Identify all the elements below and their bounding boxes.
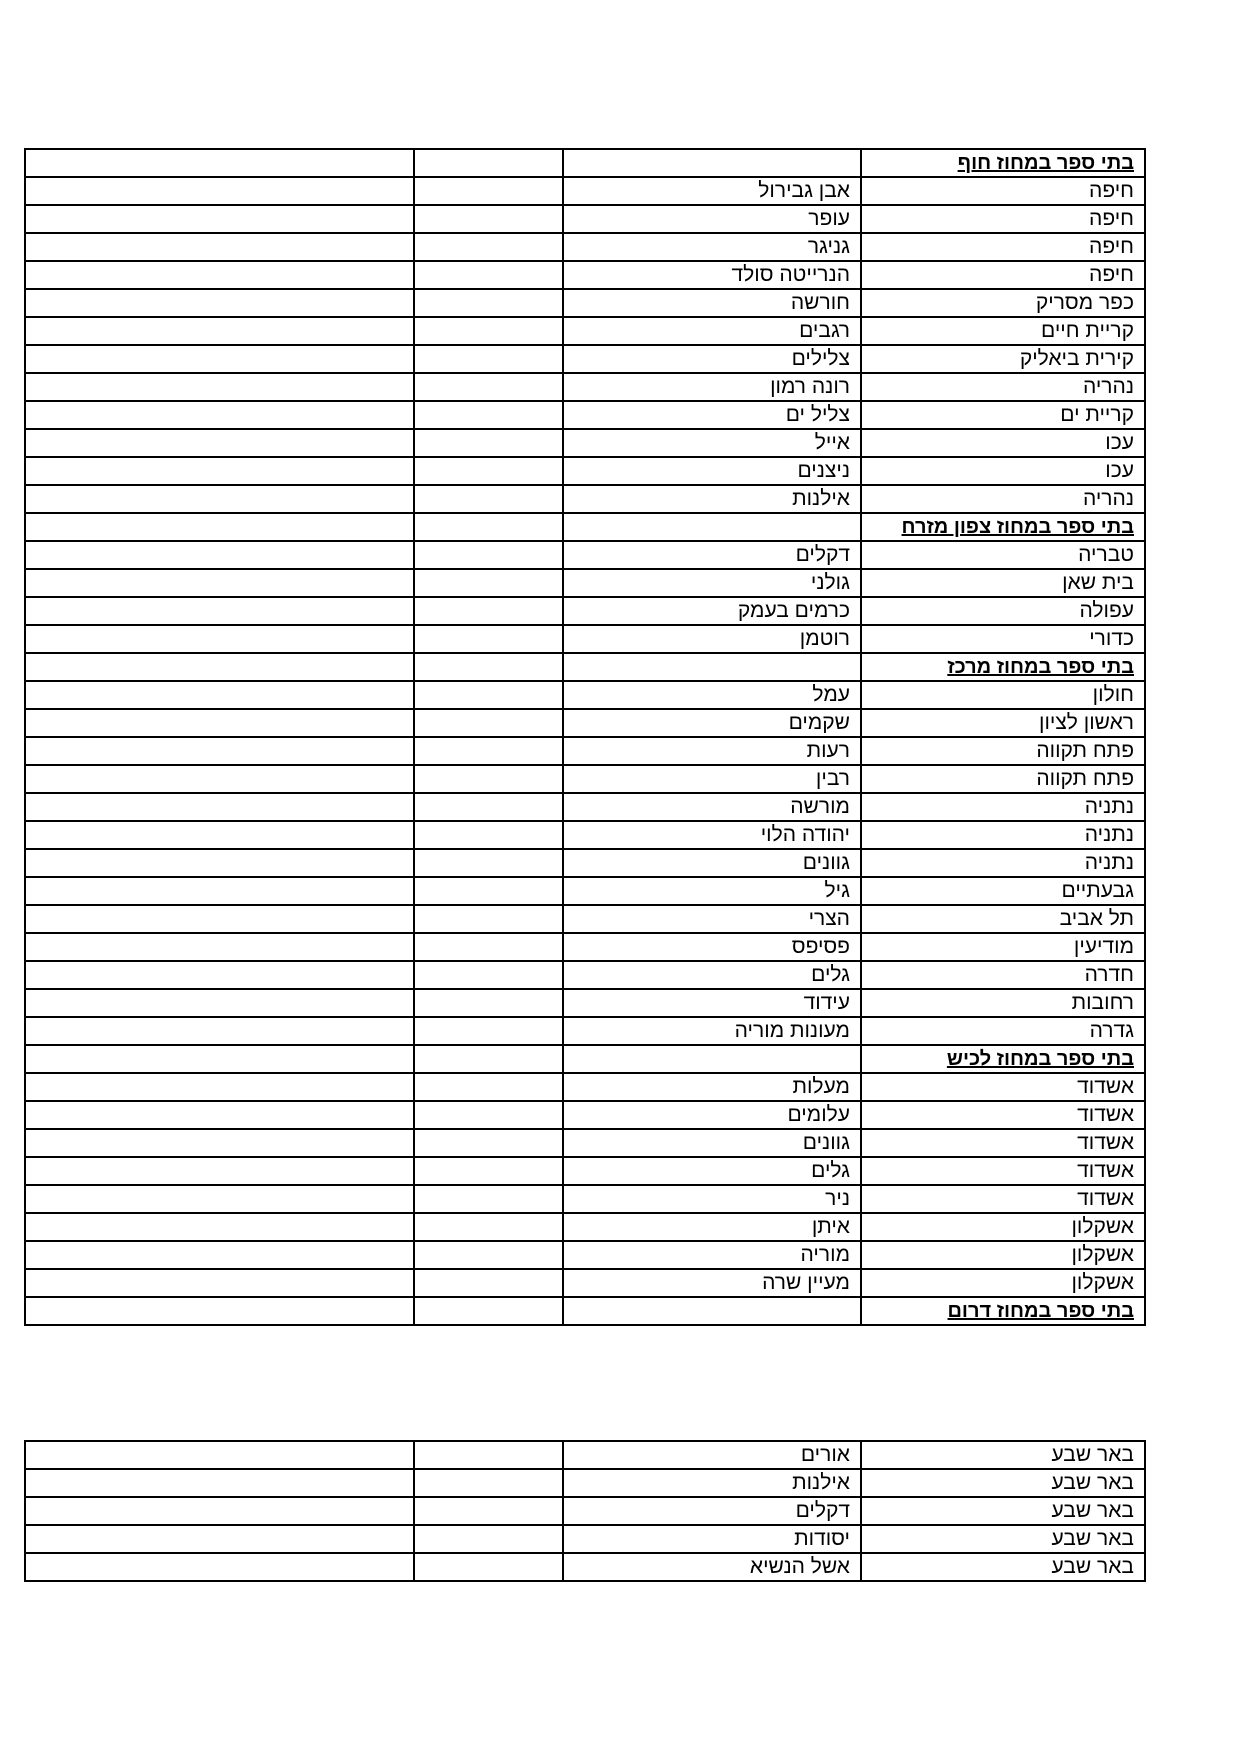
table-row bbox=[25, 1073, 1145, 1101]
city-cell: נתניה bbox=[861, 849, 1145, 877]
table-row bbox=[25, 233, 1145, 261]
empty-cell bbox=[25, 289, 414, 317]
empty-cell bbox=[414, 289, 563, 317]
school-name-cell: אילנות bbox=[563, 1469, 861, 1497]
school-name-cell: מוריה bbox=[563, 1241, 861, 1269]
empty-cell bbox=[25, 737, 414, 765]
city-cell: מודיעין bbox=[861, 933, 1145, 961]
empty-cell bbox=[414, 401, 563, 429]
school-name-cell: אשל הנשיא bbox=[563, 1553, 861, 1581]
city-cell: אשקלון bbox=[861, 1269, 1145, 1297]
empty-cell bbox=[414, 905, 563, 933]
school-name-cell: גוונים bbox=[563, 849, 861, 877]
empty-cell bbox=[414, 1269, 563, 1297]
school-name-cell: עידוד bbox=[563, 989, 861, 1017]
empty-cell bbox=[25, 821, 414, 849]
empty-cell bbox=[414, 233, 563, 261]
empty-cell bbox=[414, 1213, 563, 1241]
table-row bbox=[25, 345, 1145, 373]
empty-cell bbox=[25, 1213, 414, 1241]
empty-cell bbox=[25, 989, 414, 1017]
city-cell: אשקלון bbox=[861, 1241, 1145, 1269]
empty-cell bbox=[414, 149, 563, 177]
city-cell: טבריה bbox=[861, 541, 1145, 569]
empty-cell bbox=[414, 373, 563, 401]
empty-cell bbox=[25, 1497, 414, 1525]
school-name-cell: צליל ים bbox=[563, 401, 861, 429]
school-name-cell bbox=[563, 513, 861, 541]
city-cell: נהריה bbox=[861, 485, 1145, 513]
empty-cell bbox=[25, 849, 414, 877]
table-row bbox=[25, 1157, 1145, 1185]
school-name-cell: ניר bbox=[563, 1185, 861, 1213]
schools-table-continued bbox=[24, 1440, 1146, 1582]
empty-cell bbox=[25, 709, 414, 737]
region-title-cell: בתי ספר במחוז צפון מזרח bbox=[861, 513, 1145, 541]
table-row bbox=[25, 289, 1145, 317]
empty-cell bbox=[25, 541, 414, 569]
empty-cell bbox=[414, 429, 563, 457]
table-row bbox=[25, 597, 1145, 625]
city-cell: פתח תקווה bbox=[861, 737, 1145, 765]
empty-cell bbox=[414, 457, 563, 485]
empty-cell bbox=[414, 1553, 563, 1581]
school-name-cell: חורשה bbox=[563, 289, 861, 317]
table-row bbox=[25, 793, 1145, 821]
empty-cell bbox=[25, 1045, 414, 1073]
empty-cell bbox=[25, 681, 414, 709]
city-cell: קריית ים bbox=[861, 401, 1145, 429]
empty-cell bbox=[414, 1297, 563, 1325]
table-row bbox=[25, 1017, 1145, 1045]
empty-cell bbox=[25, 1185, 414, 1213]
table-row bbox=[25, 709, 1145, 737]
empty-cell bbox=[25, 205, 414, 233]
empty-cell bbox=[25, 149, 414, 177]
table-row bbox=[25, 1553, 1145, 1581]
school-name-cell: הצרי bbox=[563, 905, 861, 933]
empty-cell bbox=[414, 1017, 563, 1045]
empty-cell bbox=[25, 961, 414, 989]
empty-cell bbox=[414, 597, 563, 625]
city-cell: פתח תקווה bbox=[861, 765, 1145, 793]
empty-cell bbox=[25, 317, 414, 345]
school-name-cell: מעונות מוריה bbox=[563, 1017, 861, 1045]
empty-cell bbox=[25, 177, 414, 205]
empty-cell bbox=[414, 933, 563, 961]
table-row bbox=[25, 737, 1145, 765]
empty-cell bbox=[25, 569, 414, 597]
table-row bbox=[25, 989, 1145, 1017]
region-title-cell: בתי ספר במחוז מרכז bbox=[861, 653, 1145, 681]
table-row bbox=[25, 1497, 1145, 1525]
empty-cell bbox=[414, 737, 563, 765]
empty-cell bbox=[414, 177, 563, 205]
table-row bbox=[25, 541, 1145, 569]
region-title-cell: בתי ספר במחוז לכיש bbox=[861, 1045, 1145, 1073]
school-name-cell: שקמים bbox=[563, 709, 861, 737]
schools-table bbox=[24, 148, 1146, 1326]
city-cell: באר שבע bbox=[861, 1525, 1145, 1553]
table-row bbox=[25, 1241, 1145, 1269]
city-cell: ראשון לציון bbox=[861, 709, 1145, 737]
school-name-cell: רעות bbox=[563, 737, 861, 765]
empty-cell bbox=[25, 597, 414, 625]
empty-cell bbox=[414, 345, 563, 373]
school-name-cell: עלומים bbox=[563, 1101, 861, 1129]
empty-cell bbox=[25, 625, 414, 653]
empty-cell bbox=[414, 1241, 563, 1269]
school-name-cell: מעיין שרה bbox=[563, 1269, 861, 1297]
city-cell: רחובות bbox=[861, 989, 1145, 1017]
empty-cell bbox=[414, 1129, 563, 1157]
table-row bbox=[25, 429, 1145, 457]
empty-cell bbox=[25, 877, 414, 905]
empty-cell bbox=[25, 1157, 414, 1185]
city-cell: נהריה bbox=[861, 373, 1145, 401]
table-row bbox=[25, 373, 1145, 401]
city-cell: כדורי bbox=[861, 625, 1145, 653]
table-row bbox=[25, 457, 1145, 485]
empty-cell bbox=[414, 513, 563, 541]
table-row bbox=[25, 1129, 1145, 1157]
school-name-cell: פסיפס bbox=[563, 933, 861, 961]
school-name-cell: רונה רמון bbox=[563, 373, 861, 401]
empty-cell bbox=[414, 1185, 563, 1213]
empty-cell bbox=[414, 261, 563, 289]
empty-cell bbox=[25, 1073, 414, 1101]
table-row bbox=[25, 821, 1145, 849]
city-cell: באר שבע bbox=[861, 1469, 1145, 1497]
empty-cell bbox=[414, 205, 563, 233]
city-cell: קריית חיים bbox=[861, 317, 1145, 345]
school-name-cell: מעלות bbox=[563, 1073, 861, 1101]
city-cell: בית שאן bbox=[861, 569, 1145, 597]
table-row bbox=[25, 261, 1145, 289]
city-cell: עכו bbox=[861, 429, 1145, 457]
empty-cell bbox=[25, 513, 414, 541]
empty-cell bbox=[414, 653, 563, 681]
school-name-cell: יהודה הלוי bbox=[563, 821, 861, 849]
city-cell: באר שבע bbox=[861, 1553, 1145, 1581]
empty-cell bbox=[25, 485, 414, 513]
empty-cell bbox=[414, 485, 563, 513]
empty-cell bbox=[414, 681, 563, 709]
empty-cell bbox=[414, 1497, 563, 1525]
empty-cell bbox=[25, 905, 414, 933]
table-row bbox=[25, 765, 1145, 793]
table-row bbox=[25, 1269, 1145, 1297]
school-name-cell: רוטמן bbox=[563, 625, 861, 653]
school-name-cell: גוונים bbox=[563, 1129, 861, 1157]
school-name-cell: אייל bbox=[563, 429, 861, 457]
region-header-row bbox=[25, 1045, 1145, 1073]
empty-cell bbox=[414, 877, 563, 905]
city-cell: באר שבע bbox=[861, 1497, 1145, 1525]
empty-cell bbox=[25, 457, 414, 485]
empty-cell bbox=[414, 1101, 563, 1129]
city-cell: חיפה bbox=[861, 205, 1145, 233]
city-cell: אשדוד bbox=[861, 1157, 1145, 1185]
table-row bbox=[25, 177, 1145, 205]
empty-cell bbox=[414, 1157, 563, 1185]
empty-cell bbox=[25, 1241, 414, 1269]
empty-cell bbox=[414, 317, 563, 345]
table-row bbox=[25, 961, 1145, 989]
schools-table-body bbox=[25, 149, 1145, 1325]
school-name-cell: אבן גבירול bbox=[563, 177, 861, 205]
empty-cell bbox=[25, 1525, 414, 1553]
school-name-cell: גלים bbox=[563, 1157, 861, 1185]
empty-cell bbox=[25, 1297, 414, 1325]
empty-cell bbox=[414, 849, 563, 877]
school-name-cell: הנרייטה סולד bbox=[563, 261, 861, 289]
table-row bbox=[25, 205, 1145, 233]
empty-cell bbox=[25, 653, 414, 681]
empty-cell bbox=[25, 345, 414, 373]
region-header-row bbox=[25, 653, 1145, 681]
empty-cell bbox=[25, 1469, 414, 1497]
empty-cell bbox=[25, 1441, 414, 1469]
school-name-cell: רבין bbox=[563, 765, 861, 793]
empty-cell bbox=[25, 933, 414, 961]
school-name-cell: גניגר bbox=[563, 233, 861, 261]
table-row bbox=[25, 933, 1145, 961]
empty-cell bbox=[25, 765, 414, 793]
empty-cell bbox=[414, 1469, 563, 1497]
school-name-cell bbox=[563, 653, 861, 681]
table-row bbox=[25, 317, 1145, 345]
empty-cell bbox=[414, 1073, 563, 1101]
empty-cell bbox=[414, 709, 563, 737]
empty-cell bbox=[25, 261, 414, 289]
region-header-row bbox=[25, 149, 1145, 177]
school-name-cell: גולני bbox=[563, 569, 861, 597]
school-name-cell: דקלים bbox=[563, 541, 861, 569]
school-name-cell: צלילים bbox=[563, 345, 861, 373]
table-row bbox=[25, 625, 1145, 653]
city-cell: חולון bbox=[861, 681, 1145, 709]
city-cell: גדרה bbox=[861, 1017, 1145, 1045]
table-row bbox=[25, 485, 1145, 513]
empty-cell bbox=[414, 1045, 563, 1073]
school-name-cell: ניצנים bbox=[563, 457, 861, 485]
school-name-cell bbox=[563, 149, 861, 177]
city-cell: כפר מסריק bbox=[861, 289, 1145, 317]
empty-cell bbox=[414, 541, 563, 569]
empty-cell bbox=[414, 989, 563, 1017]
city-cell: נתניה bbox=[861, 793, 1145, 821]
city-cell: חדרה bbox=[861, 961, 1145, 989]
school-name-cell: יסודות bbox=[563, 1525, 861, 1553]
region-title-cell: בתי ספר במחוז חוף bbox=[861, 149, 1145, 177]
school-name-cell: גיל bbox=[563, 877, 861, 905]
school-name-cell: רגבים bbox=[563, 317, 861, 345]
empty-cell bbox=[25, 429, 414, 457]
school-name-cell: אורים bbox=[563, 1441, 861, 1469]
city-cell: עכו bbox=[861, 457, 1145, 485]
empty-cell bbox=[414, 765, 563, 793]
city-cell: חיפה bbox=[861, 177, 1145, 205]
table-row bbox=[25, 849, 1145, 877]
table-row bbox=[25, 1469, 1145, 1497]
table-row bbox=[25, 1185, 1145, 1213]
school-name-cell: כרמים בעמק bbox=[563, 597, 861, 625]
city-cell: אשדוד bbox=[861, 1073, 1145, 1101]
table-row bbox=[25, 1525, 1145, 1553]
region-title-cell: בתי ספר במחוז דרום bbox=[861, 1297, 1145, 1325]
empty-cell bbox=[414, 821, 563, 849]
empty-cell bbox=[25, 1101, 414, 1129]
city-cell: תל אביב bbox=[861, 905, 1145, 933]
school-name-cell: גלים bbox=[563, 961, 861, 989]
city-cell: נתניה bbox=[861, 821, 1145, 849]
school-name-cell bbox=[563, 1045, 861, 1073]
schools-table-continued-body bbox=[25, 1441, 1145, 1581]
table-row bbox=[25, 569, 1145, 597]
table-row bbox=[25, 1213, 1145, 1241]
empty-cell bbox=[414, 793, 563, 821]
table-row bbox=[25, 905, 1145, 933]
school-name-cell: עמל bbox=[563, 681, 861, 709]
region-header-row bbox=[25, 513, 1145, 541]
school-name-cell: איתן bbox=[563, 1213, 861, 1241]
school-name-cell: עופר bbox=[563, 205, 861, 233]
school-name-cell: מורשה bbox=[563, 793, 861, 821]
city-cell: אשקלון bbox=[861, 1213, 1145, 1241]
city-cell: קירית ביאליק bbox=[861, 345, 1145, 373]
table-row bbox=[25, 681, 1145, 709]
school-name-cell bbox=[563, 1297, 861, 1325]
empty-cell bbox=[25, 1269, 414, 1297]
city-cell: אשדוד bbox=[861, 1101, 1145, 1129]
region-header-row bbox=[25, 1297, 1145, 1325]
city-cell: חיפה bbox=[861, 261, 1145, 289]
table-row bbox=[25, 1441, 1145, 1469]
city-cell: אשדוד bbox=[861, 1129, 1145, 1157]
empty-cell bbox=[25, 1553, 414, 1581]
empty-cell bbox=[414, 569, 563, 597]
city-cell: גבעתיים bbox=[861, 877, 1145, 905]
city-cell: אשדוד bbox=[861, 1185, 1145, 1213]
empty-cell bbox=[414, 1441, 563, 1469]
city-cell: עפולה bbox=[861, 597, 1145, 625]
school-name-cell: דקלים bbox=[563, 1497, 861, 1525]
empty-cell bbox=[25, 373, 414, 401]
empty-cell bbox=[25, 401, 414, 429]
empty-cell bbox=[414, 961, 563, 989]
empty-cell bbox=[25, 1017, 414, 1045]
empty-cell bbox=[25, 1129, 414, 1157]
school-name-cell: אילנות bbox=[563, 485, 861, 513]
empty-cell bbox=[25, 233, 414, 261]
table-row bbox=[25, 877, 1145, 905]
empty-cell bbox=[414, 1525, 563, 1553]
city-cell: באר שבע bbox=[861, 1441, 1145, 1469]
table-row bbox=[25, 1101, 1145, 1129]
table-row bbox=[25, 401, 1145, 429]
city-cell: חיפה bbox=[861, 233, 1145, 261]
empty-cell bbox=[414, 625, 563, 653]
empty-cell bbox=[25, 793, 414, 821]
